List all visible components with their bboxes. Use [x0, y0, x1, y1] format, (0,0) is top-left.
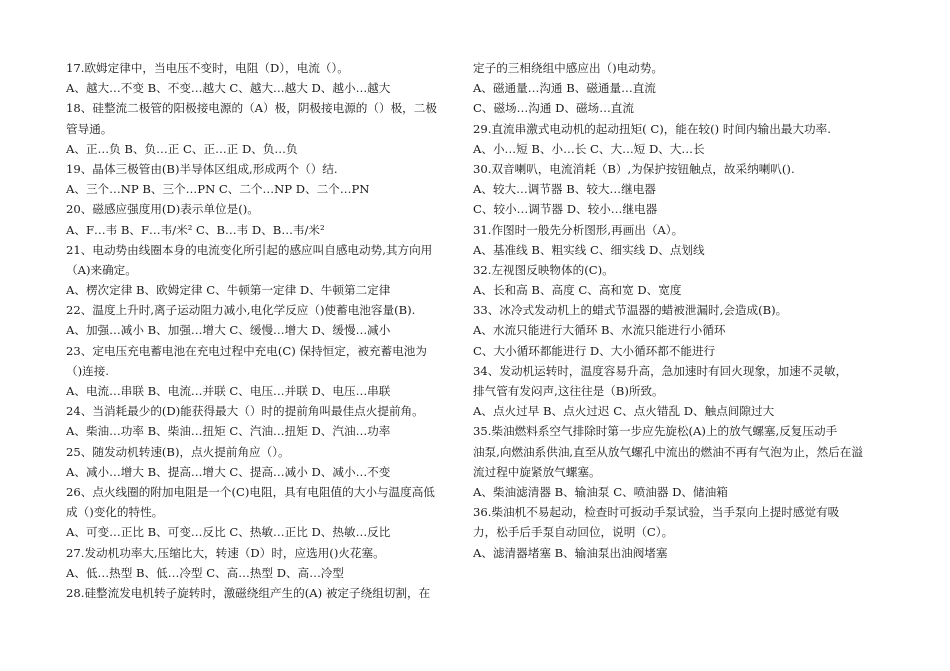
question-text: 22、温度上升时,离子运动阻力减小,电化学反应（)使蓄电池容量(B).: [66, 303, 416, 318]
question-text: 27.发动机功率大,压缩比大，转速（D）时，应选用()火花塞。: [66, 545, 385, 560]
answer-options: A、越大…不变 B、不变…越大 C、越大…越大 D、越小…越大: [66, 81, 391, 96]
question-text: （)连接.: [66, 363, 109, 378]
answer-options: A、正…负 B、负…正 C、正…正 D、负…负: [66, 141, 298, 156]
left-column: [66, 58, 437, 603]
question-text: 21、电动势由线圈本身的电流变化所引起的感应叫自感电动势,其方向用: [66, 242, 433, 257]
question-text: 29.直流串激式电动机的起动扭矩( C)，能在较() 时间内输出最大功率.: [473, 121, 831, 136]
answer-options: A、F…韦 B、F…韦/米² C、B…韦 D、B…韦/米²: [66, 222, 325, 237]
question-text: 流过程中旋紧放气螺塞。: [473, 464, 601, 479]
question-text: 35.柴油燃料系空气排除时第一步应先旋松(A)上的放气螺塞,反复压动手: [473, 424, 838, 439]
answer-options: A、电流…串联 B、电流…并联 C、电压…并联 D、电压…串联: [66, 384, 391, 398]
question-text: 管导通。: [66, 121, 113, 136]
question-text: 28.硅整流发电机转子旋转时，激磁绕组产生的(A) 被定子绕组切割，在: [66, 585, 431, 600]
question-text: 定子的三相绕组中感应出（)电动势。: [473, 61, 664, 75]
question-text: 25、随发动机转速(B)，点火提前角应（）。: [66, 444, 290, 459]
question-text: 23、定电压充电蓄电池在充电过程中充电(C) 保持恒定，被充蓄电池为: [66, 343, 427, 358]
answer-options: A、小…短 B、小…长 C、大…短 D、大…长: [473, 141, 705, 156]
answer-options: A、加强…减小 B、加强…增大 C、缓慢…增大 D、缓慢…减小: [66, 323, 391, 338]
answer-options: A、基准线 B、粗实线 C、细实线 D、点划线: [473, 242, 705, 257]
question-text: 18、硅整流二极管的阳极接电源的（A）极，阴极接电源的（）极，二极: [66, 101, 437, 116]
question-text: 成（)变化的特性。: [66, 505, 164, 520]
question-text: 20、磁感应强度用(D)表示单位是()。: [66, 202, 259, 217]
answer-options: A、可变…正比 B、可变…反比 C、热敏…正比 D、热敏…反比: [66, 525, 391, 540]
answer-options: A、楞次定律 B、欧姆定律 C、牛顿第一定律 D、牛顿第二定律: [66, 283, 391, 298]
answer-options: C、较小…调节器 D、较小…继电器: [473, 202, 658, 217]
answer-options: A、长和高 B、高度 C、高和宽 D、宽度: [473, 283, 682, 298]
answer-options: A、低…热型 B、低…冷型 C、高…热型 D、高…冷型: [66, 565, 344, 580]
question-text: 24、当消耗最少的(D)能获得最大（）时的提前角叫最佳点火提前角。: [66, 404, 424, 419]
question-text: 36.柴油机不易起动，检查时可扳动手泵试验，当手泵向上提时感觉有吸: [473, 505, 840, 520]
question-text: 34、发动机运转时，温度容易升高，急加速时有回火现象，加速不灵敏，: [473, 363, 848, 378]
answer-options: C、大小循环都能进行 D、大小循环都不能进行: [473, 343, 716, 358]
question-text: 26、点火线圈的附加电阻是一个(C)电阻，具有电阻值的大小与温度高低: [66, 484, 435, 499]
question-text: 30.双音喇叭，电流消耗（B）,为保护按钮触点，故采纳喇叭().: [473, 161, 795, 176]
answer-options: A、减小…增大 B、提高…增大 C、提高…减小 D、减小…不变: [66, 464, 391, 479]
answer-options: C、磁场…沟通 D、磁场…直流: [473, 101, 634, 116]
question-text: （A)来确定。: [66, 262, 137, 277]
answer-options: A、柴油…功率 B、柴油…扭矩 C、汽油…扭矩 D、汽油…功率: [66, 424, 391, 439]
question-text: 19、晶体三极管由(B)半导体区组成,形成两个（）结.: [66, 161, 338, 176]
question-text: 32.左视图反映物体的(C)。: [473, 262, 614, 277]
answer-options: A、滤清器堵塞 B、输油泵出油阀堵塞: [473, 545, 668, 560]
question-text: 排气管有发闷声,这往往是（B)所致。: [473, 384, 664, 398]
answer-options: A、点火过早 B、点火过迟 C、点火错乱 D、触点间隙过大: [473, 404, 775, 419]
answer-options: A、磁通量…沟通 B、磁通量…直流: [473, 81, 656, 96]
question-text: 17.欧姆定律中，当电压不变时，电阻（D），电流（）。: [66, 61, 349, 75]
answer-options: A、三个…NP B、三个…PN C、二个…NP D、二个…PN: [66, 182, 370, 197]
answer-options: A、水流只能进行大循环 B、水流只能进行小循环: [473, 323, 726, 338]
question-text: 力，松手后手泵自动回位，说明（C）。: [473, 525, 674, 540]
question-text: 31.作图时一般先分析图形,再画出（A）。: [473, 222, 684, 237]
answer-options: A、柴油滤清器 B、输油泵 C、喷油器 D、储油箱: [473, 484, 728, 499]
right-column: [473, 58, 873, 563]
answer-options: A、较大…调节器 B、较大…继电器: [473, 182, 656, 197]
question-text: 油泵,向燃油系供油,直至从放气螺孔中流出的燃油不再有气泡为止，然后在溢: [473, 444, 863, 459]
question-text: 33、冰冷式发动机上的蜡式节温器的蜡被泄漏时,会造成(B)。: [473, 303, 788, 318]
